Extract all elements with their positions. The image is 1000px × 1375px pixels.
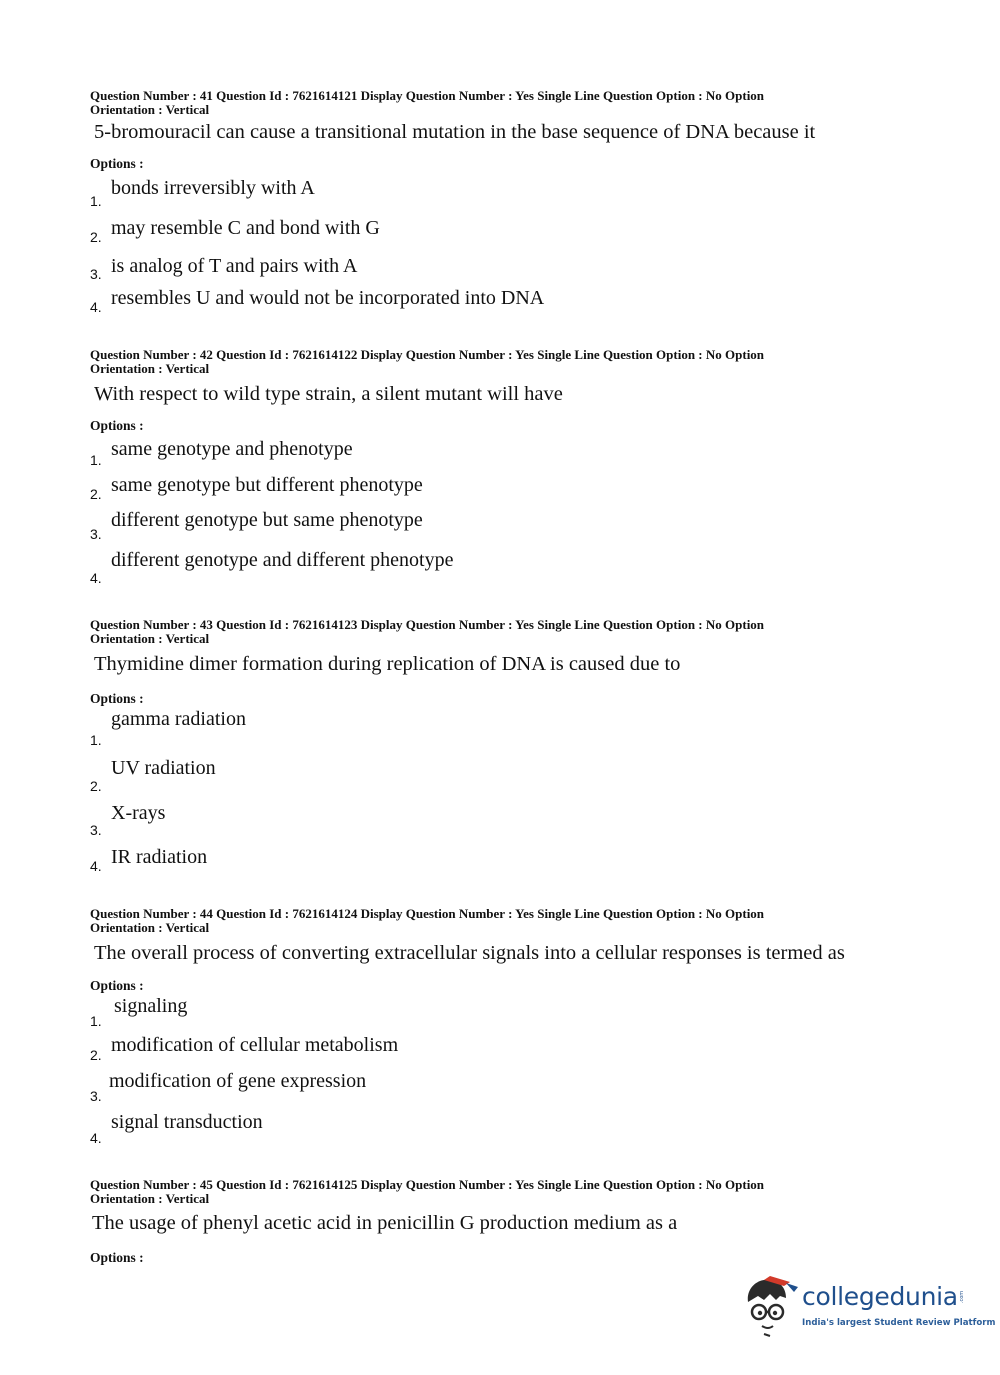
option-number: 1. — [90, 732, 102, 748]
logo-name: collegedunia — [802, 1282, 958, 1311]
option-item — [90, 995, 790, 1029]
mascot-icon — [740, 1272, 802, 1342]
question-text: 5-bromouracil can cause a transitional mutation in the base sequence of DNA because it — [94, 121, 816, 143]
question-meta: Question Number : 42 Question Id : 7621614122 Display Question Number : Yes Single Line Question Option : No Option — [90, 347, 765, 362]
option-text: same genotype and phenotype — [111, 438, 353, 460]
option-item — [90, 474, 790, 504]
option-number: 1. — [90, 1013, 102, 1029]
option-text: signal transduction — [111, 1111, 263, 1133]
option-number: 2. — [90, 229, 102, 245]
option-item — [90, 287, 790, 317]
option-item — [90, 177, 790, 207]
question-meta: Orientation : Vertical — [90, 361, 210, 376]
option-number: 1. — [90, 193, 102, 209]
options-label: Options : — [90, 1250, 144, 1265]
option-text: same genotype but different phenotype — [111, 474, 423, 496]
collegedunia-logo — [740, 1272, 996, 1342]
option-item — [90, 846, 790, 876]
option-number: 4. — [90, 570, 102, 586]
option-item — [90, 438, 790, 468]
option-number: 3. — [90, 526, 102, 542]
option-item — [90, 549, 790, 586]
option-text: different genotype but same phenotype — [111, 509, 423, 531]
option-item — [90, 1034, 790, 1064]
option-text: may resemble C and bond with G — [111, 217, 380, 239]
option-number: 3. — [90, 266, 102, 282]
option-number: 3. — [90, 822, 102, 838]
option-item — [90, 802, 790, 838]
option-text: IR radiation — [111, 846, 208, 868]
question-meta: Orientation : Vertical — [90, 920, 210, 935]
options-label: Options : — [90, 156, 144, 171]
option-item — [90, 1111, 790, 1146]
option-number: 2. — [90, 778, 102, 794]
option-text: UV radiation — [111, 757, 216, 779]
option-text: is analog of T and pairs with A — [111, 255, 358, 277]
logo-tagline: India's largest Student Review Platform — [802, 1318, 996, 1328]
option-text: modification of gene expression — [109, 1070, 367, 1092]
question-text: The usage of phenyl acetic acid in penicillin G production medium as a — [92, 1212, 678, 1234]
option-item — [90, 217, 790, 247]
option-number: 1. — [90, 452, 102, 468]
question-block-43 — [90, 617, 920, 874]
option-number: 4. — [90, 1130, 102, 1146]
option-item — [90, 509, 790, 542]
options-label: Options : — [90, 418, 144, 433]
options-label: Options : — [90, 691, 144, 706]
option-text: modification of cellular metabolism — [111, 1034, 399, 1056]
option-text: gamma radiation — [111, 708, 246, 730]
question-meta: Question Number : 43 Question Id : 7621614123 Display Question Number : Yes Single Line Question Option : No Option — [90, 617, 765, 632]
option-number: 3. — [90, 1088, 102, 1104]
option-text: bonds irreversibly with A — [111, 177, 315, 199]
question-meta: Orientation : Vertical — [90, 631, 210, 646]
question-meta: Orientation : Vertical — [90, 1191, 210, 1206]
question-meta: Question Number : 41 Question Id : 7621614121 Display Question Number : Yes Single Line Question Option : No Option — [90, 88, 765, 103]
question-text: Thymidine dimer formation during replication of DNA is caused due to — [94, 653, 681, 675]
question-block-42 — [90, 347, 920, 586]
question-text: The overall process of converting extracellular signals into a cellular responses is termed as — [94, 942, 845, 964]
options-label: Options : — [90, 978, 144, 993]
option-text: different genotype and different phenotype — [111, 549, 454, 571]
option-number: 4. — [90, 299, 102, 315]
option-text: resembles U and would not be incorporated into DNA — [111, 287, 545, 309]
question-block-45 — [90, 1177, 920, 1265]
option-item — [90, 255, 790, 285]
option-item — [90, 708, 790, 748]
question-meta: Question Number : 44 Question Id : 7621614124 Display Question Number : Yes Single Line Question Option : No Option — [90, 906, 765, 921]
option-text: X-rays — [111, 802, 166, 824]
question-text: With respect to wild type strain, a silent mutant will have — [94, 383, 563, 405]
question-block-44 — [90, 906, 920, 1146]
option-text: signaling — [114, 995, 188, 1017]
option-number: 2. — [90, 486, 102, 502]
logo-suffix: .com — [959, 1290, 966, 1304]
question-block-41 — [90, 88, 920, 315]
option-number: 4. — [90, 858, 102, 874]
question-meta: Question Number : 45 Question Id : 7621614125 Display Question Number : Yes Single Line Question Option : No Option — [90, 1177, 765, 1192]
option-item — [90, 1070, 790, 1104]
option-number: 2. — [90, 1047, 102, 1063]
question-meta: Orientation : Vertical — [90, 102, 210, 117]
option-item — [90, 757, 790, 794]
